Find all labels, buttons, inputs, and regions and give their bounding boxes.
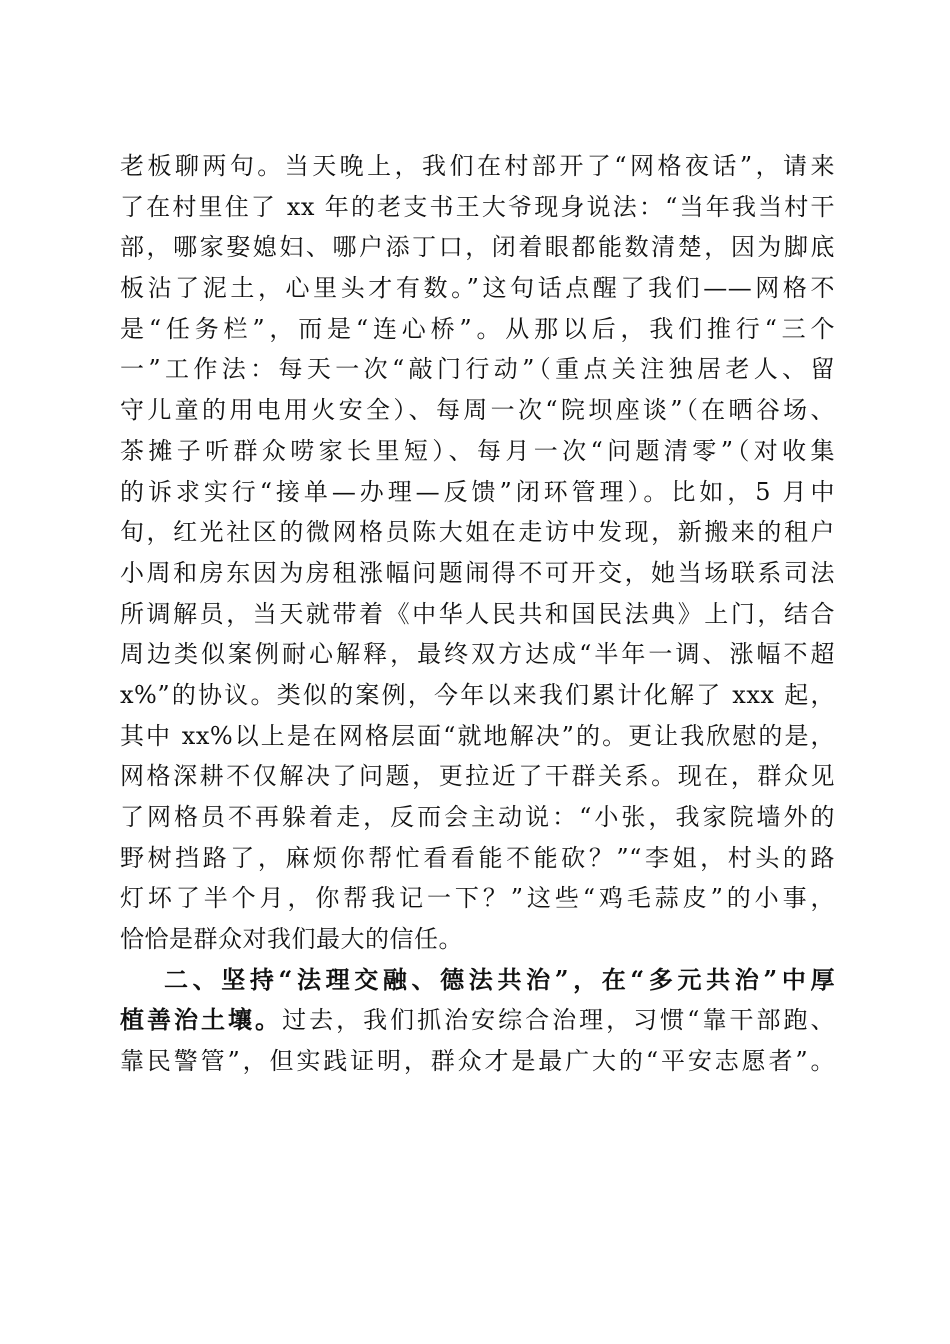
paragraph-1-line: 旬，红光社区的微网格员陈大姐在走访中发现，新搬来的租户: [120, 518, 835, 547]
paragraph-1-line: 板沾了泥土，心里头才有数。”这句话点醒了我们——网格不: [120, 274, 835, 303]
paragraph-1-line: 野树挡路了，麻烦你帮忙看看能不能砍？”“李姐，村头的路: [120, 843, 835, 872]
paragraph-1-line: 部，哪家娶媳妇、哪户添丁口，闭着眼都能数清楚，因为脚底: [120, 233, 835, 262]
paragraph-1-line: 灯坏了半个月，你帮我记一下？”这些“鸡毛蒜皮”的小事，: [120, 884, 835, 913]
paragraph-1-line: 网格深耕不仅解决了问题，更拉近了干群关系。现在，群众见: [120, 762, 835, 791]
section-heading-end: 植善治土壤。: [120, 1005, 283, 1035]
paragraph-1-line: 周边类似案例耐心解释，最终双方达成“半年一调、涨幅不超: [120, 640, 835, 669]
paragraph-1-line: 了网格员不再躲着走，反而会主动说：“小张，我家院墙外的: [120, 803, 835, 831]
body-text: [120, 146, 835, 1082]
paragraph-1-line: 是“任务栏”，而是“连心桥”。从那以后，我们推行“三个: [120, 314, 835, 343]
paragraph-1-line: 茶摊子听群众唠家长里短）、每月一次“问题清零”（对收集: [120, 436, 835, 465]
paragraph-2-line: [120, 1000, 835, 1041]
paragraph-1-line: 守儿童的用电用火安全）、每周一次“院坝座谈”（在晒谷场、: [120, 396, 835, 425]
section-heading: 二、坚持“法理交融、德法共治”，在“多元共治”中厚: [164, 964, 835, 994]
section-heading-line: [120, 960, 835, 1001]
paragraph-1-line: 了在村里住了 xx 年的老支书王大爷现身说法：“当年我当村干: [120, 192, 835, 221]
paragraph-1-line: 其中 xx%以上是在网格层面“就地解决”的。更让我欣慰的是，: [120, 721, 835, 750]
paragraph-2-line: 靠民警管”，但实践证明，群众才是最广大的“平安志愿者”。: [120, 1047, 835, 1076]
paragraph-1-last-line: 恰恰是群众对我们最大的信任。: [120, 925, 463, 954]
paragraph-1-line: 所调解员，当天就带着《中华人民共和国民法典》上门，结合: [120, 599, 835, 628]
paragraph-1-line: 小周和房东因为房租涨幅问题闹得不可开交，她当场联系司法: [120, 558, 835, 587]
paragraph-1-line: 老板聊两句。当天晚上，我们在村部开了“网格夜话”，请来: [120, 152, 835, 180]
paragraph-2-text: 过去，我们抓治安综合治理，习惯“靠干部跑、: [282, 1006, 835, 1035]
paragraph-1-line: x%”的协议。类似的案例，今年以来我们累计化解了 xxx 起，: [120, 680, 835, 709]
paragraph-1-line: 的诉求实行“接单—办理—反馈”闭环管理）。比如，5 月中: [120, 477, 835, 506]
paragraph-1-line: 一”工作法：每天一次“敲门行动”（重点关注独居老人、留: [120, 355, 835, 384]
